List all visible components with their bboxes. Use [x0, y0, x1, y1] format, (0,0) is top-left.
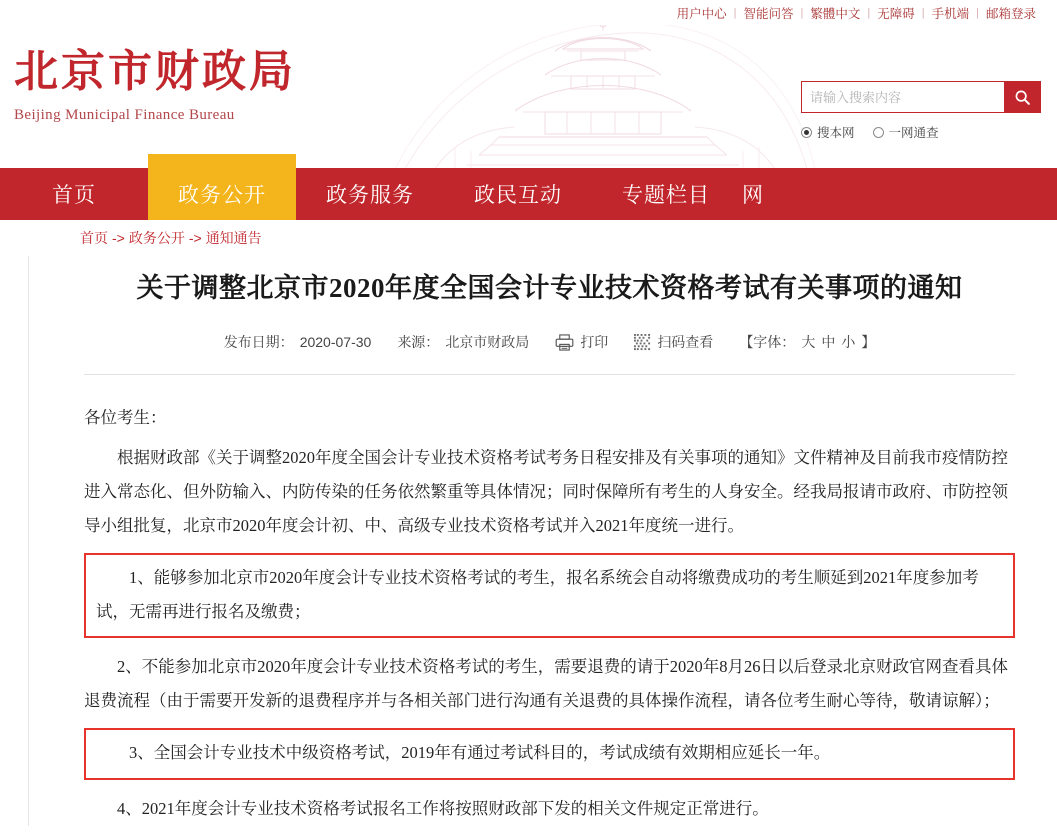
search-icon: [1014, 89, 1031, 106]
search-scope-local-label: 搜本网: [817, 126, 855, 140]
utility-link-smart-qa[interactable]: 智能问答: [743, 6, 794, 21]
breadcrumb-separator: ->: [112, 230, 125, 246]
article: [84, 256, 1015, 826]
article-paragraph-5: 4、2021年度会计专业技术资格考试报名工作将按照财政部下发的相关文件规定正常进行。: [117, 798, 769, 818]
main-nav: [0, 168, 1057, 220]
radio-icon-selected[interactable]: [801, 127, 812, 138]
search-scope-network[interactable]: [873, 123, 939, 141]
search-area: [801, 81, 1041, 141]
article-body: [84, 401, 1015, 825]
article-meta: [84, 332, 1015, 352]
breadcrumb: [0, 220, 1057, 256]
nav-item-public-interaction[interactable]: 政民互动: [474, 183, 562, 207]
source-label: 来源：: [397, 334, 440, 351]
article-paragraph-2: 1、能够参加北京市2020年度会计专业技术资格考试的考生，报名系统会自动将缴费成功的考生顺延到2021年度参加考试，无需再进行报名及缴费；: [96, 567, 979, 621]
utility-separator: |: [976, 6, 979, 19]
qrcode-label: 扫码查看: [657, 334, 714, 351]
article-salutation: 各位考生：: [84, 408, 167, 428]
publish-date: [224, 332, 372, 352]
font-size-medium[interactable]: 中: [821, 334, 836, 351]
print-button[interactable]: [555, 332, 608, 352]
qrcode-icon: [634, 334, 651, 351]
utility-link-accessibility[interactable]: 无障碍: [877, 6, 915, 21]
article-divider: [84, 374, 1015, 375]
font-size-small[interactable]: 小: [841, 334, 856, 351]
breadcrumb-item-notices[interactable]: 通知通告: [205, 230, 262, 246]
utility-separator: |: [733, 6, 737, 19]
temple-of-heaven-watermark: [395, 25, 815, 168]
article-source: [397, 332, 529, 352]
font-size-label-close: 】: [861, 334, 876, 351]
qrcode-button[interactable]: [634, 332, 713, 352]
breadcrumb-item-disclosure[interactable]: 政务公开: [128, 230, 185, 246]
breadcrumb-separator: ->: [188, 230, 202, 246]
site-name-cn: 北京市财政局: [14, 47, 296, 96]
font-size-label: 【字体：: [739, 334, 796, 351]
site-brand[interactable]: [14, 47, 296, 124]
breadcrumb-item-home[interactable]: 首页: [80, 230, 108, 246]
nav-item-government-disclosure[interactable]: 政务公开: [148, 154, 296, 220]
font-size-large[interactable]: 大: [801, 334, 816, 351]
nav-item-home[interactable]: 首页: [52, 183, 96, 207]
utility-link-mobile[interactable]: 手机端: [931, 6, 970, 21]
search-box[interactable]: [801, 81, 1041, 113]
nav-item-special-topics[interactable]: 专题栏目: [622, 183, 710, 207]
utility-link-mail-login[interactable]: 邮箱登录: [985, 6, 1036, 21]
source-value: 北京市财政局: [445, 334, 530, 351]
article-paragraph-3: 2、不能参加北京市2020年度会计专业技术资格考试的考生，需要退费的请于2020年8月26日以后登录北京财政官网查看具体退费流程（由于需要开发新的退费程序并与各相关部门进行沟通有关退费的具体操作流程，请各位考生耐心等待，敬请谅解）；: [84, 657, 1008, 711]
content-left-rule: [28, 256, 29, 826]
search-scope-local[interactable]: [801, 123, 855, 141]
nav-item-overflow[interactable]: 网: [742, 183, 764, 207]
site-name-en: Beijing Municipal Finance Bureau: [14, 106, 235, 123]
highlight-box-2: [84, 728, 1015, 780]
publish-date-label: 发布日期：: [223, 334, 294, 351]
highlight-box-1: [84, 553, 1015, 639]
print-label: 打印: [580, 334, 609, 351]
publish-date-value: 2020-07-30: [299, 334, 372, 351]
site-header: [0, 25, 1057, 168]
utility-separator: |: [800, 6, 804, 19]
utility-link-user-center[interactable]: 用户中心: [676, 6, 727, 21]
radio-icon-unselected[interactable]: [873, 127, 884, 138]
printer-icon: [555, 334, 574, 351]
utility-separator: |: [921, 6, 925, 19]
nav-item-government-services[interactable]: 政务服务: [326, 183, 414, 207]
content-wrapper: [0, 256, 1057, 826]
utility-link-traditional-chinese[interactable]: 繁體中文: [810, 6, 861, 21]
page-title: 关于调整北京市2020年度全国会计专业技术资格考试有关事项的通知: [136, 273, 963, 303]
article-paragraph-1: 根据财政部《关于调整2020年度全国会计专业技术资格考试考务日程安排及有关事项的通知》文件精神及目前我市疫情防控进入常态化、但外防输入、内防传染的任务依然繁重等具体情况；同时保障所有考生的人身安全。经我局报请市政府、市防控领导小组批复，北京市2020年度会计初、中、高级专业技术资格考试并入2021年度统一进行。: [84, 448, 1008, 535]
font-size-control: [739, 332, 875, 352]
search-scope-network-label: 一网通查: [888, 126, 939, 140]
utility-bar: [0, 0, 1057, 25]
search-input[interactable]: [802, 82, 1004, 112]
article-paragraph-4: 3、全国会计专业技术中级资格考试，2019年有通过考试科目的，考试成绩有效期相应延长一年。: [129, 742, 831, 762]
search-scope-group: [801, 123, 1041, 141]
search-button[interactable]: [1004, 82, 1040, 112]
utility-separator: |: [867, 6, 871, 19]
